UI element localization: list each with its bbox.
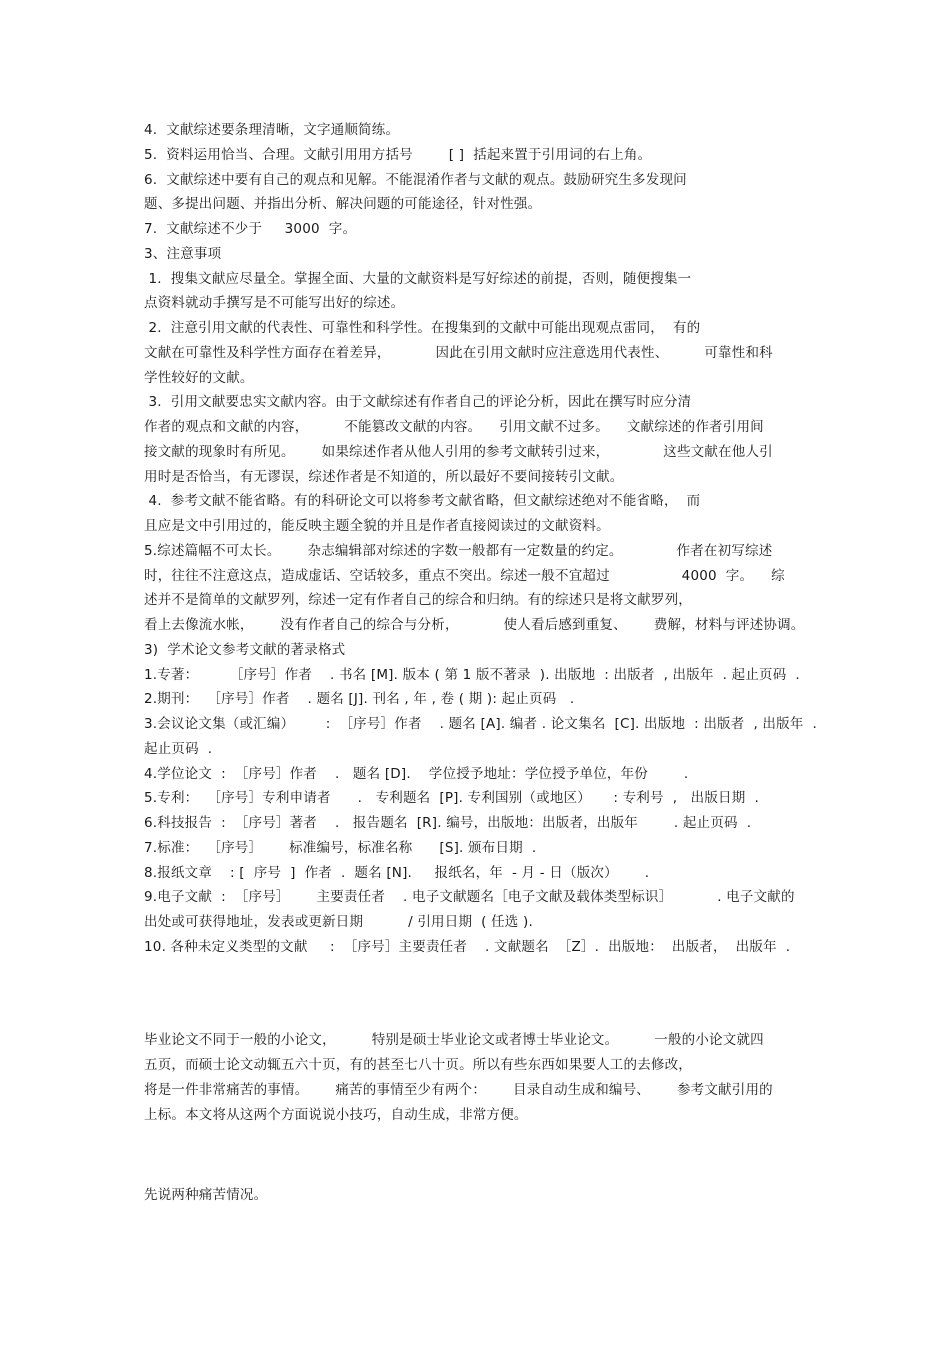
text-line: 用时是否恰当，有无谬误，综述作者是不知道的，所以最好不要间接转引文献。 xyxy=(144,469,624,485)
reference-format-line: 6.科技报告 : ［序号］著者 . 报告题名 [R]. 编号，出版地：出版者，出版年 . 起止页码 . xyxy=(144,815,752,831)
text-line: 4. 参考文献不能省略。有的科研论文可以将参考文献省略，但文献综述绝对不能省略， 而 xyxy=(144,493,701,509)
reference-format-line: 8.报纸文章 : [ 序号 ] 作者 . 题名 [N]. 报纸名，年 - 月 - 日（版次） . xyxy=(144,865,650,881)
reference-format-line: 1.专著： ［序号］作者 . 书名 [M]. 版本 ( 第 1 版不著录 ). 出版地 : 出版者 , 出版年 . 起止页码 . xyxy=(144,667,800,683)
text-line: 5.综述篇幅不可太长。 杂志编辑部对综述的字数一般都有一定数量的约定。 作者在初写综述 xyxy=(144,543,773,559)
reference-format-line: 7.标准： ［序号］ 标准编号，标准名称 [S]. 颁布日期 . xyxy=(144,840,537,856)
reference-format-line: 9.电子文献 : ［序号］ 主要责任者 . 电子文献题名［电子文献及载体类型标识］ . 电子文献的 xyxy=(144,889,795,905)
reference-format-line: 出处或可获得地址，发表或更新日期 / 引用日期 ( 任选 ). xyxy=(144,914,533,930)
text-line: 文献在可靠性及科学性方面存在着差异， 因此在引用文献时应注意选用代表性、 可靠性和科 xyxy=(144,345,773,361)
text-line: 3. 引用文献要忠实文献内容。由于文献综述有作者自己的评论分析，因此在撰写时应分清 xyxy=(144,394,692,410)
reference-format-line: 10. 各种未定义类型的文献 : ［序号］主要责任者 . 文献题名 ［Z］. 出版地： 出版者， 出版年 . xyxy=(144,939,791,955)
reference-format-line: 5.专利： ［序号］专利申请者 . 专利题名 [P]. 专利国别（或地区） : 专利号 , 出版日期 . xyxy=(144,790,759,806)
paragraph-line: 先说两种痛苦情况。 xyxy=(144,1187,268,1203)
text-line: 6. 文献综述中要有自己的观点和见解。不能混淆作者与文献的观点。鼓励研究生多发现问 xyxy=(144,172,687,188)
paragraph-line: 将是一件非常痛苦的事情。 痛苦的事情至少有两个： 目录自动生成和编号、 参考文献引用的 xyxy=(144,1082,773,1098)
text-line: 7. 文献综述不少于 3000 字。 xyxy=(144,221,357,237)
section-heading: 3、注意事项 xyxy=(144,246,222,262)
text-line: 看上去像流水帐， 没有作者自己的综合与分析， 使人看后感到重复、 费解，材料与评述协调。 xyxy=(144,617,805,633)
reference-format-line: 起止页码 . xyxy=(144,741,213,757)
paragraph-line: 上标。本文将从这两个方面说说小技巧，自动生成，非常方便。 xyxy=(144,1107,528,1123)
text-line: 接文献的现象时有所见。 如果综述作者从他人引用的参考文献转引过来， 这些文献在他人引 xyxy=(144,444,773,460)
reference-format-line: 3.会议论文集（或汇编） : ［序号］作者 . 题名 [A]. 编者 . 论文集名 [C]. 出版地 : 出版者 , 出版年 . xyxy=(144,716,817,732)
text-line: 点资料就动手撰写是不可能写出好的综述。 xyxy=(144,295,405,311)
section-heading: 3) 学术论文参考文献的著录格式 xyxy=(144,642,346,658)
reference-format-line: 4.学位论文 : ［序号］作者 . 题名 [D]. 学位授予地址：学位授予单位，年份 . xyxy=(144,766,689,782)
text-line: 1. 搜集文献应尽量全。掌握全面、大量的文献资料是写好综述的前提，否则，随便搜集一 xyxy=(144,271,692,287)
reference-format-line: 2.期刊： ［序号］作者 . 题名 [J]. 刊名 , 年 , 卷 ( 期 ): 起止页码 . xyxy=(144,691,575,707)
text-line: 述并不是简单的文献罗列，综述一定有作者自己的综合和归纳。有的综述只是将文献罗列， xyxy=(144,592,692,608)
paragraph-line: 毕业论文不同于一般的小论文， 特别是硕士毕业论文或者博士毕业论文。 一般的小论文就四 xyxy=(144,1032,764,1048)
paragraph-line: 五页，而硕士论文动辄五六十页，有的甚至七八十页。所以有些东西如果要人工的去修改， xyxy=(144,1057,692,1073)
text-line: 2. 注意引用文献的代表性、可靠性和科学性。在搜集到的文献中可能出现观点雷同， 有的 xyxy=(144,320,701,336)
text-line: 学性较好的文献。 xyxy=(144,370,254,386)
text-line: 题、多提出问题、并指出分析、解决问题的可能途径，针对性强。 xyxy=(144,196,542,212)
text-line: 作者的观点和文献的内容， 不能篡改文献的内容。 引用文献不过多。 文献综述的作者引用间 xyxy=(144,419,764,435)
text-line: 5. 资料运用恰当、合理。文献引用用方括号 [ ] 括起来置于引用词的右上角。 xyxy=(144,147,652,163)
text-line: 时，往往不注意这点，造成虚话、空话较多，重点不突出。综述一般不宜超过 4000 字。 综 xyxy=(144,568,785,584)
text-line: 且应是文中引用过的，能反映主题全貌的并且是作者直接阅读过的文献资料。 xyxy=(144,518,610,534)
text-line: 4. 文献综述要条理清晰，文字通顺简练。 xyxy=(144,122,400,138)
